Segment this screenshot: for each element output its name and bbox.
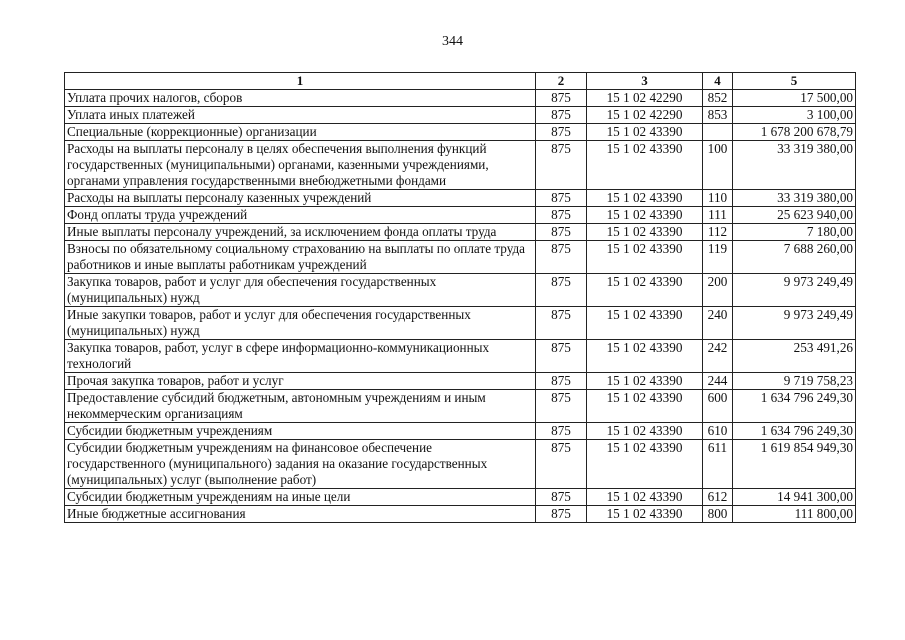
- header-col-4: 4: [703, 73, 733, 90]
- row-name: Уплата иных платежей: [65, 107, 536, 124]
- row-type: 612: [703, 489, 733, 506]
- row-amount: 33 319 380,00: [733, 190, 856, 207]
- row-name: Иные выплаты персоналу учреждений, за исключением фонда оплаты труда: [65, 224, 536, 241]
- row-amount: 1 678 200 678,79: [733, 124, 856, 141]
- row-target: 15 1 02 43390: [587, 373, 703, 390]
- row-amount: 25 623 940,00: [733, 207, 856, 224]
- row-target: 15 1 02 43390: [587, 307, 703, 340]
- row-type: 240: [703, 307, 733, 340]
- table-row: [65, 489, 856, 506]
- table-row: [65, 440, 856, 489]
- table-row: [65, 340, 856, 373]
- table-row: [65, 373, 856, 390]
- table-row: [65, 190, 856, 207]
- row-target: 15 1 02 43390: [587, 224, 703, 241]
- row-target: 15 1 02 43390: [587, 390, 703, 423]
- row-code: 875: [536, 90, 587, 107]
- row-name: Субсидии бюджетным учреждениям: [65, 423, 536, 440]
- row-amount: 7 180,00: [733, 224, 856, 241]
- row-type: 853: [703, 107, 733, 124]
- row-type: 611: [703, 440, 733, 489]
- table-row: [65, 307, 856, 340]
- row-code: 875: [536, 190, 587, 207]
- row-name: Расходы на выплаты персоналу в целях обеспечения выполнения функций государственных (муниципальными) органами, казенными учреждениями, органами управления государственными внебюджетными фондами: [65, 141, 536, 190]
- row-target: 15 1 02 43390: [587, 340, 703, 373]
- row-target: 15 1 02 43390: [587, 141, 703, 190]
- row-amount: 33 319 380,00: [733, 141, 856, 190]
- row-amount: 9 973 249,49: [733, 307, 856, 340]
- table-row: [65, 423, 856, 440]
- row-type: 610: [703, 423, 733, 440]
- table-row: [65, 506, 856, 523]
- row-code: 875: [536, 506, 587, 523]
- row-target: 15 1 02 43390: [587, 207, 703, 224]
- row-type: 800: [703, 506, 733, 523]
- row-amount: 14 941 300,00: [733, 489, 856, 506]
- row-name: Предоставление субсидий бюджетным, автономным учреждениям и иным некоммерческим организациям: [65, 390, 536, 423]
- row-name: Специальные (коррекционные) организации: [65, 124, 536, 141]
- row-code: 875: [536, 107, 587, 124]
- row-amount: 9 719 758,23: [733, 373, 856, 390]
- table-row: [65, 107, 856, 124]
- row-name: Субсидии бюджетным учреждениям на финансовое обеспечение государственного (муниципального) задания на оказание государственных (муниципальных) услуг (выполнение работ): [65, 440, 536, 489]
- table-row: [65, 224, 856, 241]
- row-target: 15 1 02 43390: [587, 274, 703, 307]
- row-name: Уплата прочих налогов, сборов: [65, 90, 536, 107]
- row-name: Закупка товаров, работ, услуг в сфере информационно-коммуникационных технологий: [65, 340, 536, 373]
- table-row: [65, 90, 856, 107]
- table-row: [65, 124, 856, 141]
- row-target: 15 1 02 43390: [587, 241, 703, 274]
- row-amount: 3 100,00: [733, 107, 856, 124]
- row-target: 15 1 02 43390: [587, 489, 703, 506]
- row-type: 242: [703, 340, 733, 373]
- row-amount: 1 619 854 949,30: [733, 440, 856, 489]
- row-type: 200: [703, 274, 733, 307]
- row-code: 875: [536, 440, 587, 489]
- row-target: 15 1 02 42290: [587, 107, 703, 124]
- page-number: 344: [442, 34, 463, 49]
- row-target: 15 1 02 43390: [587, 440, 703, 489]
- header-row: [65, 73, 856, 90]
- row-amount: 7 688 260,00: [733, 241, 856, 274]
- header-col-5: 5: [733, 73, 856, 90]
- row-name: Иные бюджетные ассигнования: [65, 506, 536, 523]
- row-amount: 17 500,00: [733, 90, 856, 107]
- row-amount: 253 491,26: [733, 340, 856, 373]
- row-code: 875: [536, 224, 587, 241]
- row-type: 244: [703, 373, 733, 390]
- row-code: 875: [536, 141, 587, 190]
- row-code: 875: [536, 307, 587, 340]
- row-code: 875: [536, 390, 587, 423]
- row-code: 875: [536, 489, 587, 506]
- table-row: [65, 141, 856, 190]
- row-name: Иные закупки товаров, работ и услуг для обеспечения государственных (муниципальных) нужд: [65, 307, 536, 340]
- row-target: 15 1 02 43390: [587, 506, 703, 523]
- row-type: [703, 124, 733, 141]
- header-col-2: 2: [536, 73, 587, 90]
- row-code: 875: [536, 124, 587, 141]
- header-col-3: 3: [587, 73, 703, 90]
- table-row: [65, 274, 856, 307]
- row-code: 875: [536, 373, 587, 390]
- row-code: 875: [536, 340, 587, 373]
- row-code: 875: [536, 274, 587, 307]
- row-type: 110: [703, 190, 733, 207]
- table-row: [65, 390, 856, 423]
- row-amount: 1 634 796 249,30: [733, 390, 856, 423]
- row-amount: 9 973 249,49: [733, 274, 856, 307]
- table-row: [65, 241, 856, 274]
- row-target: 15 1 02 42290: [587, 90, 703, 107]
- row-type: 100: [703, 141, 733, 190]
- row-code: 875: [536, 423, 587, 440]
- row-type: 119: [703, 241, 733, 274]
- row-name: Взносы по обязательному социальному страхованию на выплаты по оплате труда работников и иные выплаты работникам учреждений: [65, 241, 536, 274]
- row-name: Субсидии бюджетным учреждениям на иные цели: [65, 489, 536, 506]
- row-amount: 1 634 796 249,30: [733, 423, 856, 440]
- row-type: 600: [703, 390, 733, 423]
- row-name: Прочая закупка товаров, работ и услуг: [65, 373, 536, 390]
- row-type: 112: [703, 224, 733, 241]
- row-code: 875: [536, 241, 587, 274]
- row-code: 875: [536, 207, 587, 224]
- row-name: Расходы на выплаты персоналу казенных учреждений: [65, 190, 536, 207]
- row-name: Закупка товаров, работ и услуг для обеспечения государственных (муниципальных) нужд: [65, 274, 536, 307]
- row-amount: 111 800,00: [733, 506, 856, 523]
- row-target: 15 1 02 43390: [587, 190, 703, 207]
- row-type: 852: [703, 90, 733, 107]
- row-target: 15 1 02 43390: [587, 423, 703, 440]
- row-target: 15 1 02 43390: [587, 124, 703, 141]
- budget-table: [64, 72, 856, 523]
- header-col-1: 1: [65, 73, 536, 90]
- row-type: 111: [703, 207, 733, 224]
- table-row: [65, 207, 856, 224]
- row-name: Фонд оплаты труда учреждений: [65, 207, 536, 224]
